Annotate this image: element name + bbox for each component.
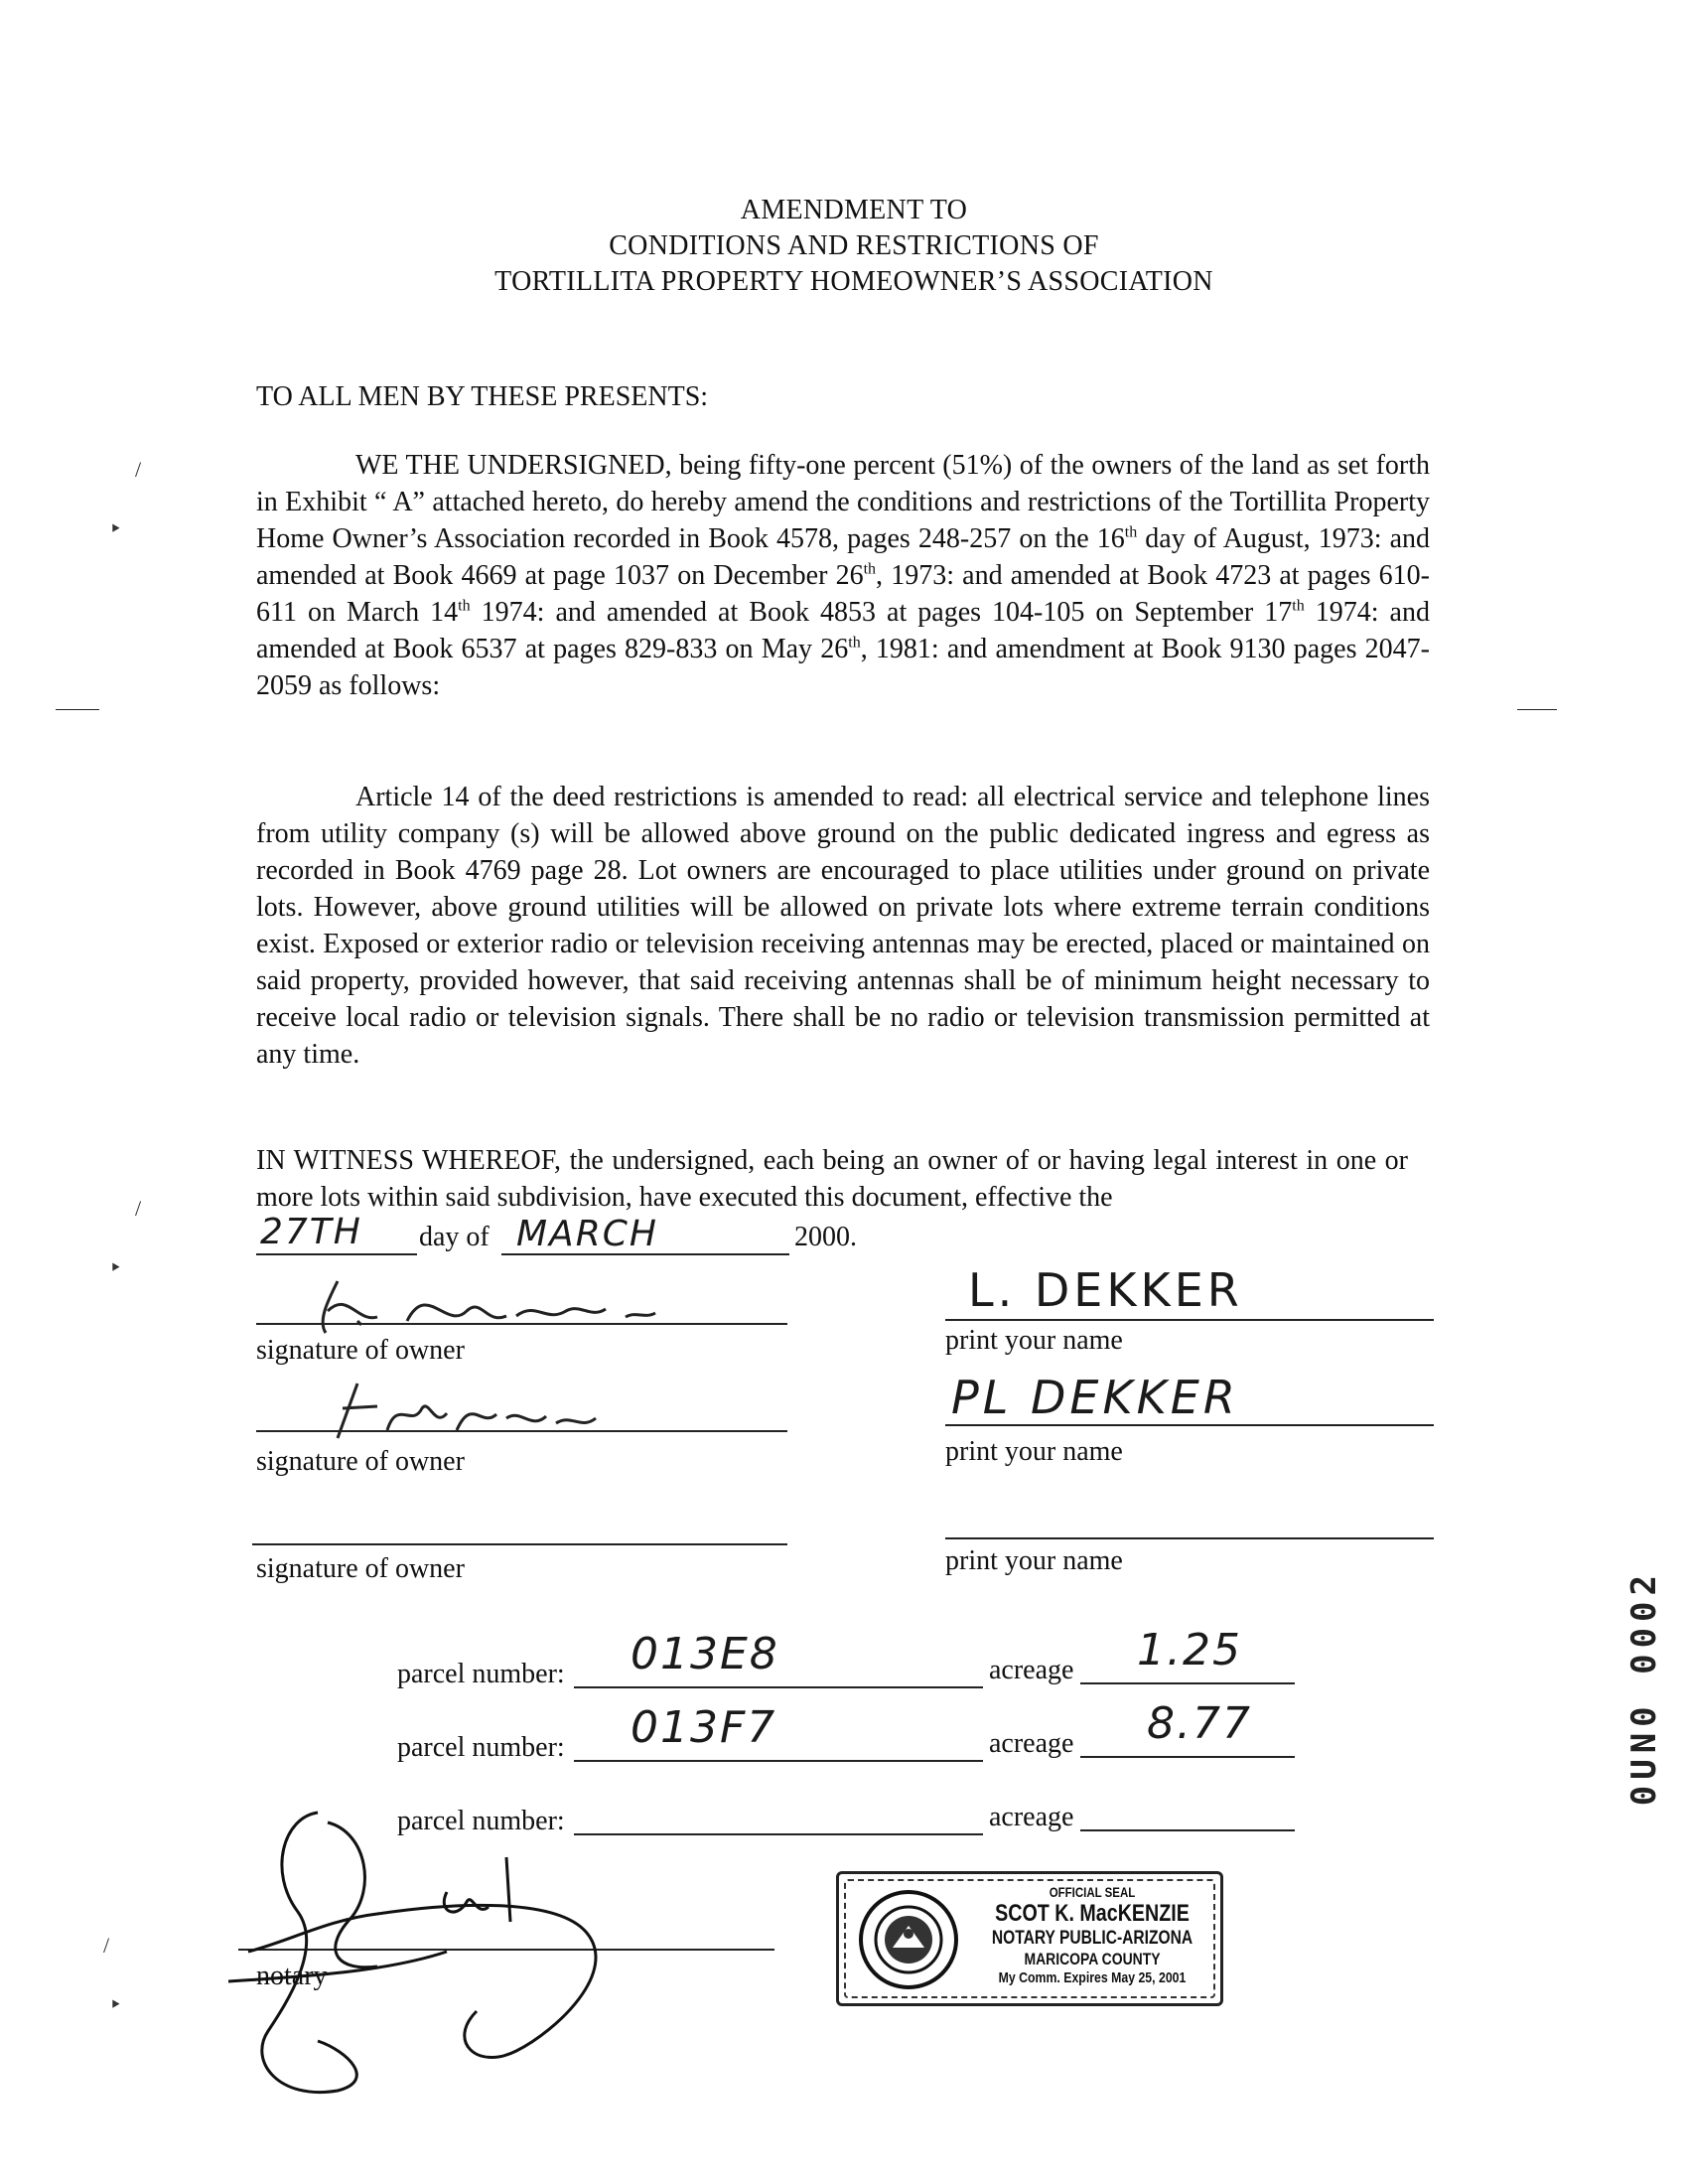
seal-title: NOTARY PUBLIC-ARIZONA	[991, 1928, 1193, 1949]
print-label-3: print your name	[945, 1545, 1123, 1576]
parcel-label-3: parcel number:	[397, 1806, 565, 1836]
acreage-label-2: acreage	[989, 1728, 1074, 1759]
notary-seal	[836, 1871, 1223, 2006]
side-page-stamp: 0UN0 0002	[1624, 1569, 1664, 1807]
witness-paragraph: IN WITNESS WHEREOF, the undersigned, each being an owner of or having legal interest in one or more lots within said subdivision, have executed this document, effective the	[256, 1145, 1408, 1213]
margin-mark: /	[135, 1196, 142, 1221]
print-line-2	[945, 1424, 1434, 1426]
acreage-line-1	[1080, 1682, 1295, 1684]
seal-notary-name: SCOT K. MacKENZIE	[995, 1900, 1190, 1927]
salutation: TO ALL MEN BY THESE PRESENTS:	[256, 381, 709, 412]
day-handwritten: 27TH	[260, 1212, 362, 1252]
margin-mark: ‣	[109, 1255, 122, 1280]
day-of-label: day of	[419, 1222, 490, 1252]
notary-signature	[228, 1803, 645, 2111]
acreage-label-3: acreage	[989, 1802, 1074, 1832]
signature-label-1: signature of owner	[256, 1335, 465, 1366]
day-line	[256, 1253, 417, 1255]
parcel-label-2: parcel number:	[397, 1732, 565, 1763]
acreage-line-2	[1080, 1756, 1295, 1758]
print-line-3	[945, 1537, 1434, 1539]
parcel-label-1: parcel number:	[397, 1659, 565, 1689]
signature-line-2	[256, 1430, 787, 1432]
seal-heading: OFFICIAL SEAL	[1049, 1884, 1136, 1900]
title-line-1: AMENDMENT TO	[740, 195, 968, 225]
owner-signature-1	[298, 1261, 715, 1341]
margin-dash	[56, 709, 99, 710]
month-handwritten: MARCH	[516, 1214, 658, 1254]
parcel-line-2	[574, 1760, 983, 1762]
parcel-value-2: 013F7	[631, 1702, 777, 1753]
acreage-label-1: acreage	[989, 1655, 1074, 1685]
acreage-line-3	[1080, 1829, 1295, 1831]
print-label-1: print your name	[945, 1325, 1123, 1356]
state-seal-icon	[857, 1888, 960, 1991]
print-line-1	[945, 1319, 1434, 1321]
title-line-3: TORTILLITA PROPERTY HOMEOWNER’S ASSOCIATION	[494, 266, 1213, 297]
seal-county: MARICOPA COUNTY	[1024, 1950, 1161, 1968]
print-label-2: print your name	[945, 1436, 1123, 1467]
title-line-2: CONDITIONS AND RESTRICTIONS OF	[609, 230, 1099, 261]
printed-name-1: L. DEKKER	[968, 1263, 1243, 1317]
margin-dash	[1517, 709, 1557, 710]
signature-line-3	[252, 1543, 787, 1545]
margin-mark: /	[103, 1933, 110, 1958]
margin-mark: ‣	[109, 1992, 122, 2017]
month-line	[501, 1253, 789, 1255]
acreage-value-1: 1.25	[1137, 1625, 1242, 1675]
signature-label-2: signature of owner	[256, 1446, 465, 1477]
notary-label: notary	[256, 1961, 328, 1991]
margin-mark: /	[135, 457, 142, 482]
acreage-value-2: 8.77	[1147, 1698, 1252, 1749]
parcel-value-1: 013E8	[631, 1629, 779, 1679]
year-label: 2000.	[794, 1222, 857, 1252]
owner-signature-2	[318, 1369, 616, 1448]
amendment-paragraph: WE THE UNDERSIGNED, being fifty-one percent (51%) of the owners of the land as set forth in Exhibit “ A” attached hereto, do hereby amend the conditions and restrictions of the Tortillita Property Home Owner’s Association recorded in Book 4578, pages 248-257 on the 16th day of August, 1973: and amended at Book 4669 at page 1037 on December 26th, 1973: and amended at Book 4723 at pages 610-611 on March 14th 1974: and amended at Book 4853 at pages 104-105 on September 17th 1974: and amended at Book 6537 at pages 829-833 on May 26th, 1981: and amendment at Book 9130 pages 2047-2059 as follows:	[256, 450, 1431, 701]
parcel-line-1	[574, 1686, 983, 1688]
signature-label-3: signature of owner	[256, 1553, 465, 1584]
seal-expiration: My Comm. Expires May 25, 2001	[998, 1969, 1187, 1986]
article-14-paragraph: Article 14 of the deed restrictions is amended to read: all electrical service and telephone lines from utility company (s) will be allowed above ground on the public dedicated ingress and egress as recorded in Book 4769 page 28. Lot owners are encouraged to place utilities under ground on private lots. However, above ground utilities will be allowed on private lots where extreme terrain conditions exist. Exposed or exterior radio or television receiving antennas may be erected, placed or maintained on said property, provided however, that said receiving antennas shall be of minimum height necessary to receive local radio or television signals. There shall be no radio or television transmission permitted at any time.	[256, 782, 1430, 1070]
paragraph-lead: WE THE UNDERSIGNED,	[355, 450, 672, 481]
printed-name-2: PL DEKKER	[951, 1371, 1239, 1424]
margin-mark: ‣	[109, 516, 122, 541]
signature-line-1	[256, 1323, 787, 1325]
